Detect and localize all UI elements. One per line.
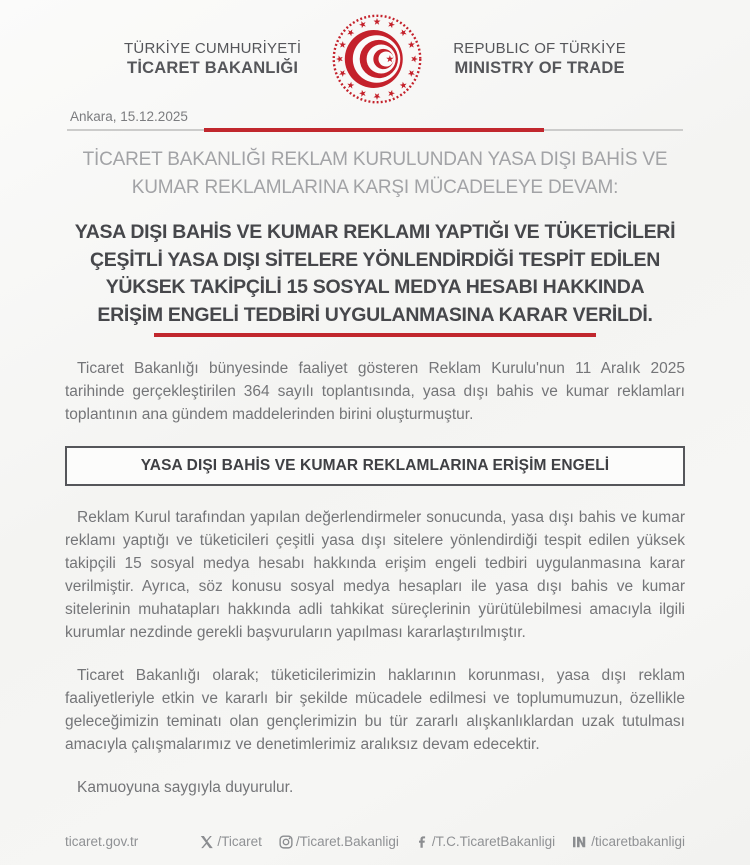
social-handle: /ticaretbakanligi: [591, 834, 685, 849]
org-tr-line2: TİCARET BAKANLIĞI: [127, 59, 299, 77]
boxed-subheading: YASA DIŞI BAHİS VE KUMAR REKLAMLARINA ERİŞİM ENGELİ: [65, 446, 685, 486]
nsosyal-icon: [572, 835, 588, 849]
org-tr-line1: TÜRKİYE CUMHURİYETİ: [124, 40, 302, 57]
main-headline: YASA DIŞI BAHİS VE KUMAR REKLAMI YAPTIĞI VE TÜKETİCİLERİ ÇEŞİTLİ YASA DIŞI SİTELERE YÖNLENDİRDİĞİ TESPİT EDİLEN YÜKSEK TAKİPÇİLİ 15 SOSYAL MEDYA HESABI HAKKINDA ERİŞİM ENGELİ TEDBİRİ UYGULANMASINA KARAR VERİLDİ.: [74, 221, 676, 326]
dateline: Ankara, 15.12.2025: [70, 109, 188, 124]
org-en-line1: REPUBLIC OF TÜRKİYE: [453, 40, 626, 57]
body-content: [0, 357, 750, 799]
org-name-turkish: [124, 40, 301, 78]
closing-line: Kamuoyuna saygıyla duyurulur.: [77, 779, 294, 796]
facebook-icon: [416, 835, 429, 849]
instagram-icon: [279, 835, 293, 849]
social-link-instagram[interactable]: [279, 834, 399, 849]
org-name-english: [453, 40, 626, 78]
social-handle: /Ticaret.Bakanligi: [295, 834, 399, 849]
website-link[interactable]: ticaret.gov.tr: [65, 834, 139, 849]
ministry-of-trade-logo-icon: [331, 13, 423, 105]
headline-underline: [154, 333, 596, 337]
social-link-facebook[interactable]: [416, 834, 555, 849]
paragraph-1: Ticaret Bakanlığı bünyesinde faaliyet gösteren Reklam Kurulu'nun 11 Aralık 2025 tarihinde gerçekleştirilen 364 sayılı toplantısında, yasa dışı bahis ve kumar reklamları toplantının ana gündem maddelerinden birini oluşturmuştur.: [65, 360, 685, 423]
social-handle: /T.C.TicaretBakanligi: [431, 834, 556, 849]
x-icon: [200, 835, 214, 849]
paragraph-3: Ticaret Bakanlığı olarak; tüketicilerimizin haklarının korunması, yasa dışı reklam faaliyetleriyle etkin ve kararlı bir şekilde mücadele edilmesi ve toplumumuzun, özellikle geleceğimizin teminatı olan gençlerimizin bu tür zararlı alışkanlıklardan uzak tutulması amacıyla çalışmalarımız ve denetimlerimiz aralıksız devam edecektir.: [65, 667, 685, 753]
header-divider-red-segment: [204, 128, 544, 132]
social-links: [200, 834, 685, 849]
org-en-line2: MINISTRY OF TRADE: [454, 59, 625, 77]
subtitle: TİCARET BAKANLIĞI REKLAM KURULUNDAN YASA DIŞI BAHİS VE KUMAR REKLAMLARINA KARŞI MÜCADELEYE DEVAM:: [82, 149, 668, 198]
paragraph-2: Reklam Kurul tarafından yapılan değerlendirmeler sonucunda, yasa dışı bahis ve kumar reklamı yaptığı ve tüketicileri çeşitli yasa dışı sitelere yönlendirdiği tespit edilen yüksek takipçili 15 sosyal medya hesabı hakkında erişim engeli tedbiri uygulanmasına karar verilmiştir. Ayrıca, söz konusu sosyal medya hesapları ile yasa dışı bahis ve kumar sitelerinin muhatapları hakkında adli tahkikat süreçlerinin yürütülebilmesi amacıyla ilgili kurumlar nezdinde gerekli başvuruların yapılması kararlaştırılmıştır.: [65, 509, 685, 641]
social-link-nsosyal[interactable]: [572, 834, 685, 849]
header-divider: [67, 129, 683, 131]
header: [0, 0, 750, 105]
social-handle: /Ticaret: [217, 834, 262, 849]
social-link-x[interactable]: [200, 834, 262, 849]
footer: [65, 834, 685, 849]
